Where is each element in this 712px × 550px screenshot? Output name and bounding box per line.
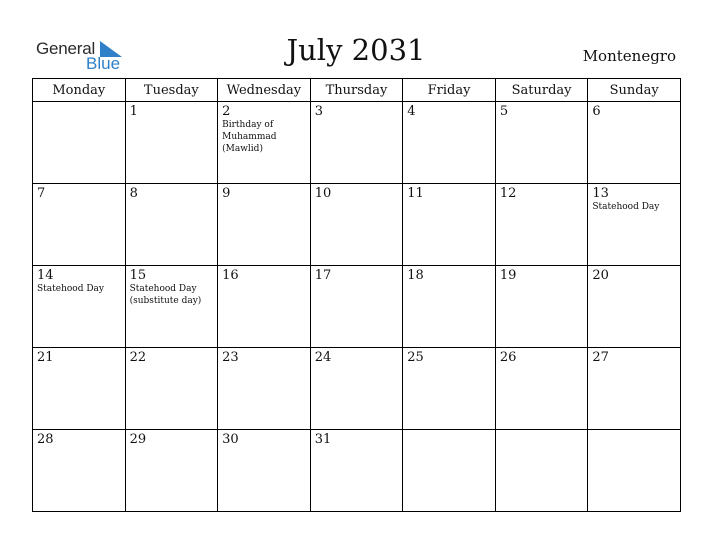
day-cell [33, 430, 126, 512]
day-cell [33, 348, 126, 430]
day-number: 18 [407, 268, 424, 283]
day-cell [218, 102, 311, 184]
holiday-label: Statehood Day [37, 284, 105, 294]
day-number: 19 [499, 268, 517, 283]
holiday-label: Statehood Day (substitute day) [129, 284, 202, 306]
day-number: 26 [499, 350, 517, 365]
week-row [33, 430, 681, 512]
day-number: 1 [129, 104, 138, 119]
day-number: 22 [129, 350, 147, 365]
day-number: 29 [129, 432, 147, 447]
day-number: 12 [499, 186, 517, 201]
logo-blue-text: Blue [86, 54, 121, 73]
weekday-header-row [33, 79, 681, 102]
weekday-monday: Monday [33, 79, 126, 102]
day-cell [218, 348, 311, 430]
day-cell [495, 348, 588, 430]
day-cell [33, 266, 126, 348]
week-row [33, 184, 681, 266]
day-cell [403, 266, 496, 348]
day-number: 25 [407, 350, 424, 365]
day-number: 27 [592, 350, 609, 365]
day-number: 4 [407, 104, 416, 119]
day-cell [588, 102, 681, 184]
day-number: 23 [222, 350, 239, 365]
day-number: 20 [592, 268, 609, 283]
day-cell [588, 348, 681, 430]
day-number: 10 [314, 186, 332, 201]
day-cell [403, 184, 496, 266]
weekday-thursday: Thursday [310, 79, 403, 102]
day-cell [310, 102, 403, 184]
day-number: 9 [222, 186, 231, 201]
day-cell [495, 102, 588, 184]
day-cell [310, 348, 403, 430]
day-cell [588, 266, 681, 348]
day-number: 13 [592, 186, 609, 201]
day-cell [588, 184, 681, 266]
day-number: 28 [37, 432, 54, 447]
day-cell [403, 348, 496, 430]
country-name: Montenegro [582, 47, 676, 65]
weekday-wednesday: Wednesday [218, 79, 311, 102]
day-cell [125, 266, 218, 348]
day-number: 15 [129, 268, 147, 283]
day-number: 5 [499, 104, 509, 119]
day-cell [310, 266, 403, 348]
day-cell [33, 184, 126, 266]
day-cell [125, 102, 218, 184]
day-cell [218, 430, 311, 512]
month-title: July 2031 [286, 33, 426, 67]
weekday-friday: Friday [403, 79, 496, 102]
week-row [33, 266, 681, 348]
day-cell [495, 266, 588, 348]
day-number: 31 [314, 432, 332, 447]
weekday-sunday: Sunday [588, 79, 681, 102]
weekday-saturday: Saturday [495, 79, 588, 102]
day-number: 7 [37, 186, 46, 201]
day-cell [310, 184, 403, 266]
holiday-label: Statehood Day [592, 202, 660, 212]
day-cell [125, 348, 218, 430]
week-row [33, 102, 681, 184]
day-number: 2 [222, 104, 231, 119]
day-number: 6 [592, 104, 601, 119]
weekday-tuesday: Tuesday [125, 79, 218, 102]
day-cell [33, 102, 126, 184]
day-cell [403, 102, 496, 184]
week-row [33, 348, 681, 430]
day-number: 17 [314, 268, 332, 283]
day-cell [495, 184, 588, 266]
day-cell [218, 184, 311, 266]
day-number: 21 [37, 350, 54, 365]
day-number: 30 [222, 432, 239, 447]
logo-general-text: General [36, 39, 96, 58]
day-number: 16 [222, 268, 239, 283]
day-number: 24 [314, 350, 332, 365]
day-cell [125, 184, 218, 266]
day-number: 3 [314, 104, 323, 119]
day-cell [495, 430, 588, 512]
day-number: 14 [37, 268, 54, 283]
day-cell [310, 430, 403, 512]
calendar-grid [32, 78, 681, 512]
day-cell [125, 430, 218, 512]
holiday-label: Birthday of Muhammad (Mawlid) [222, 120, 277, 154]
day-number: 8 [129, 186, 138, 201]
day-cell [588, 430, 681, 512]
day-cell [403, 430, 496, 512]
day-cell [218, 266, 311, 348]
day-number: 11 [407, 186, 424, 201]
